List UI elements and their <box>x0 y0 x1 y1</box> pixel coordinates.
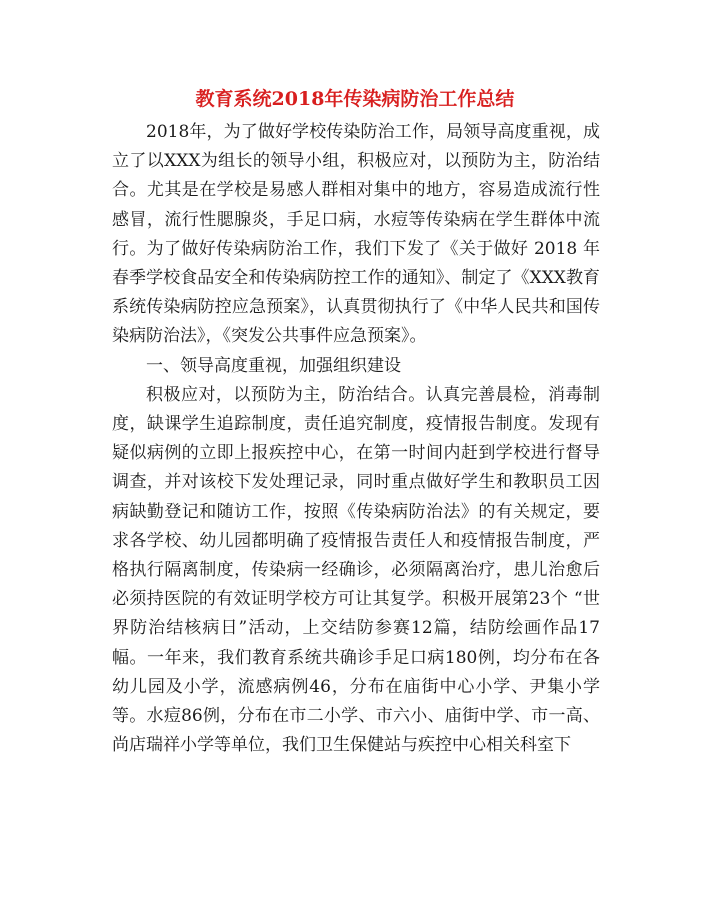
document-body <box>112 118 600 760</box>
section-paragraph: 积极应对，以预防为主，防治结合。认真完善晨检，消毒制度，缺课学生追踪制度，责任追究制度，疫情报告制度。发现有疑似病例的立即上报疾控中心，在第一时间内赶到学校进行督导调查，并对该校下发处理记录，同时重点做好学生和教职员工因病缺勤登记和随访工作，按照《传染病防治法》的有关规定，要求各学校、幼儿园都明确了疫情报告责任人和疫情报告制度，严格执行隔离制度，传染病一经确诊，必须隔离治疗，患儿治愈后必须持医院的有效证明学校方可让其复学。积极开展第23个 “世界防治结核病日”活动，上交结防参赛12篇，结防绘画作品17幅。一年来，我们教育系统共确诊手足口病180例，均分布在各幼儿园及小学，流感病例46，分布在庙街中心小学、尹集小学等。水痘86例，分布在市二小学、市六小、庙街中学、市一高、尚店瑞祥小学等单位，我们卫生保健站与疾控中心相关科室下 <box>112 384 600 756</box>
intro-paragraph: 2018年，为了做好学校传染防治工作，局领导高度重视，成立了以XXX为组长的领导小组，积极应对，以预防为主，防治结合。尤其是在学校是易感人群相对集中的地方，容易造成流行性感冒，流行性腮腺炎，手足口病，水痘等传染病在学生群体中流行。为了做好传染病防治工作，我们下发了《关于做好 2018 年春季学校食品安全和传染病防控工作的通知》、制定了《XXX教育系统传染病防控应急预案》，认真贯彻执行了《中华人民共和国传染病防治法》，《突发公共事件应急预案》。 <box>112 122 600 347</box>
section-heading: 一、领导高度重视，加强组织建设 <box>146 355 401 376</box>
document-title: 教育系统2018年传染病防治工作总结 <box>195 88 515 110</box>
